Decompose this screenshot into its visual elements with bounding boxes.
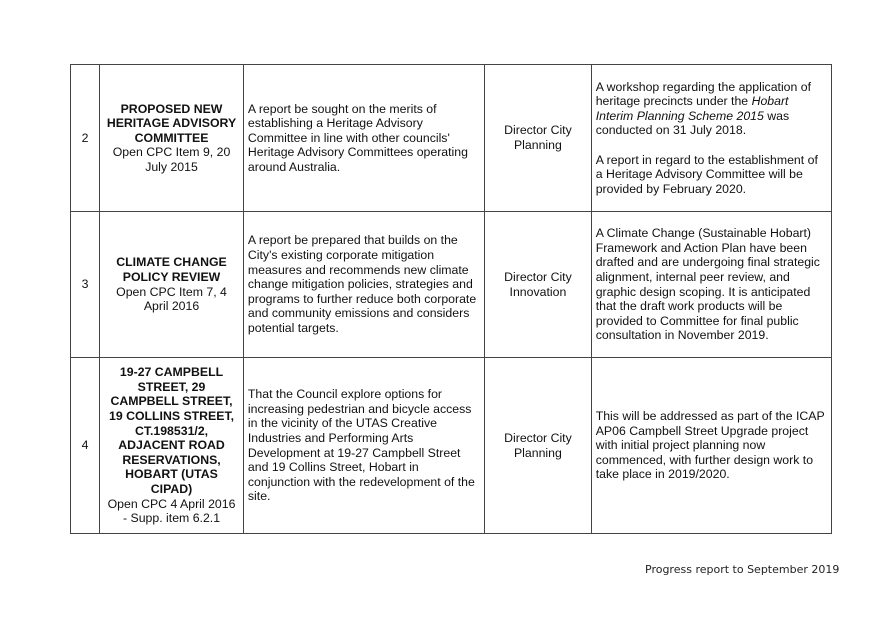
item-title: CLIMATE CHANGE POLICY REVIEW (116, 255, 227, 284)
planning-scheme-name: Hobart Interim Planning Scheme 2015 (595, 94, 789, 123)
table-row (71, 65, 832, 212)
table-row (71, 358, 832, 534)
item-status: This will be addressed as part of the ICAP AP06 Campbell Street Upgrade project with initial project planning now commenced, with further design work to take place in 2019/2020. (591, 358, 831, 534)
progress-report-table (70, 64, 832, 534)
item-reference: Open CPC 4 April 2016 - Supp. item 6.2.1 (107, 496, 236, 526)
page-footer: Progress report to September 2019 (645, 563, 840, 576)
item-responsible-officer: Director City Innovation (485, 212, 592, 358)
item-reference: Open CPC Item 7, 4 April 2016 (116, 284, 227, 314)
item-number: 3 (71, 212, 100, 358)
table-row (71, 212, 832, 358)
item-status (591, 65, 831, 212)
item-description: A report be prepared that builds on the City's existing corporate mitigation measures and recommends new climate change mitigation policies, strategies and programs to further reduce both corporate and community emissions and considers potential targets. (243, 212, 484, 358)
item-status: A Climate Change (Sustainable Hobart) Framework and Action Plan have been drafted and are undergoing final strategic alignment, internal peer review, and graphic design scoping. It is anticipated that the draft work products will be provided to Committee for final public consultation in November 2019. (591, 212, 831, 358)
item-title: PROPOSED NEW HERITAGE ADVISORY COMMITTEE (106, 101, 237, 145)
item-reference: Open CPC Item 9, 20 July 2015 (112, 145, 231, 174)
item-cell (100, 358, 244, 534)
item-description: A report be sought on the merits of establishing a Heritage Advisory Committee in line with other councils' Heritage Advisory Committees operating around Australia. (243, 65, 484, 212)
item-cell (100, 65, 244, 212)
item-title: 19-27 CAMPBELL STREET, 29 CAMPBELL STREET, 19 COLLINS STREET, CT.198531/2, ADJACENT ROAD RESERVATIONS, HOBART (UTAS CIPAD) (108, 365, 235, 496)
item-number: 4 (71, 358, 100, 534)
status-paragraph: A report in regard to the establishment of a Heritage Advisory Committee will be provided by February 2020. (595, 152, 818, 196)
item-number: 2 (71, 65, 100, 212)
item-responsible-officer: Director City Planning (485, 65, 592, 212)
item-description: That the Council explore options for increasing pedestrian and bicycle access in the vicinity of the UTAS Creative Industries and Performing Arts Development at 19-27 Campbell Street and 19 Collins Street, Hobart in conjunction with the redevelopment of the site. (243, 358, 484, 534)
item-responsible-officer: Director City Planning (485, 358, 592, 534)
item-cell (100, 212, 244, 358)
status-paragraph: A workshop regarding the application of heritage precincts under the Hobart Interim Planning Scheme 2015 was conducted on 31 July 2018. (595, 79, 812, 138)
